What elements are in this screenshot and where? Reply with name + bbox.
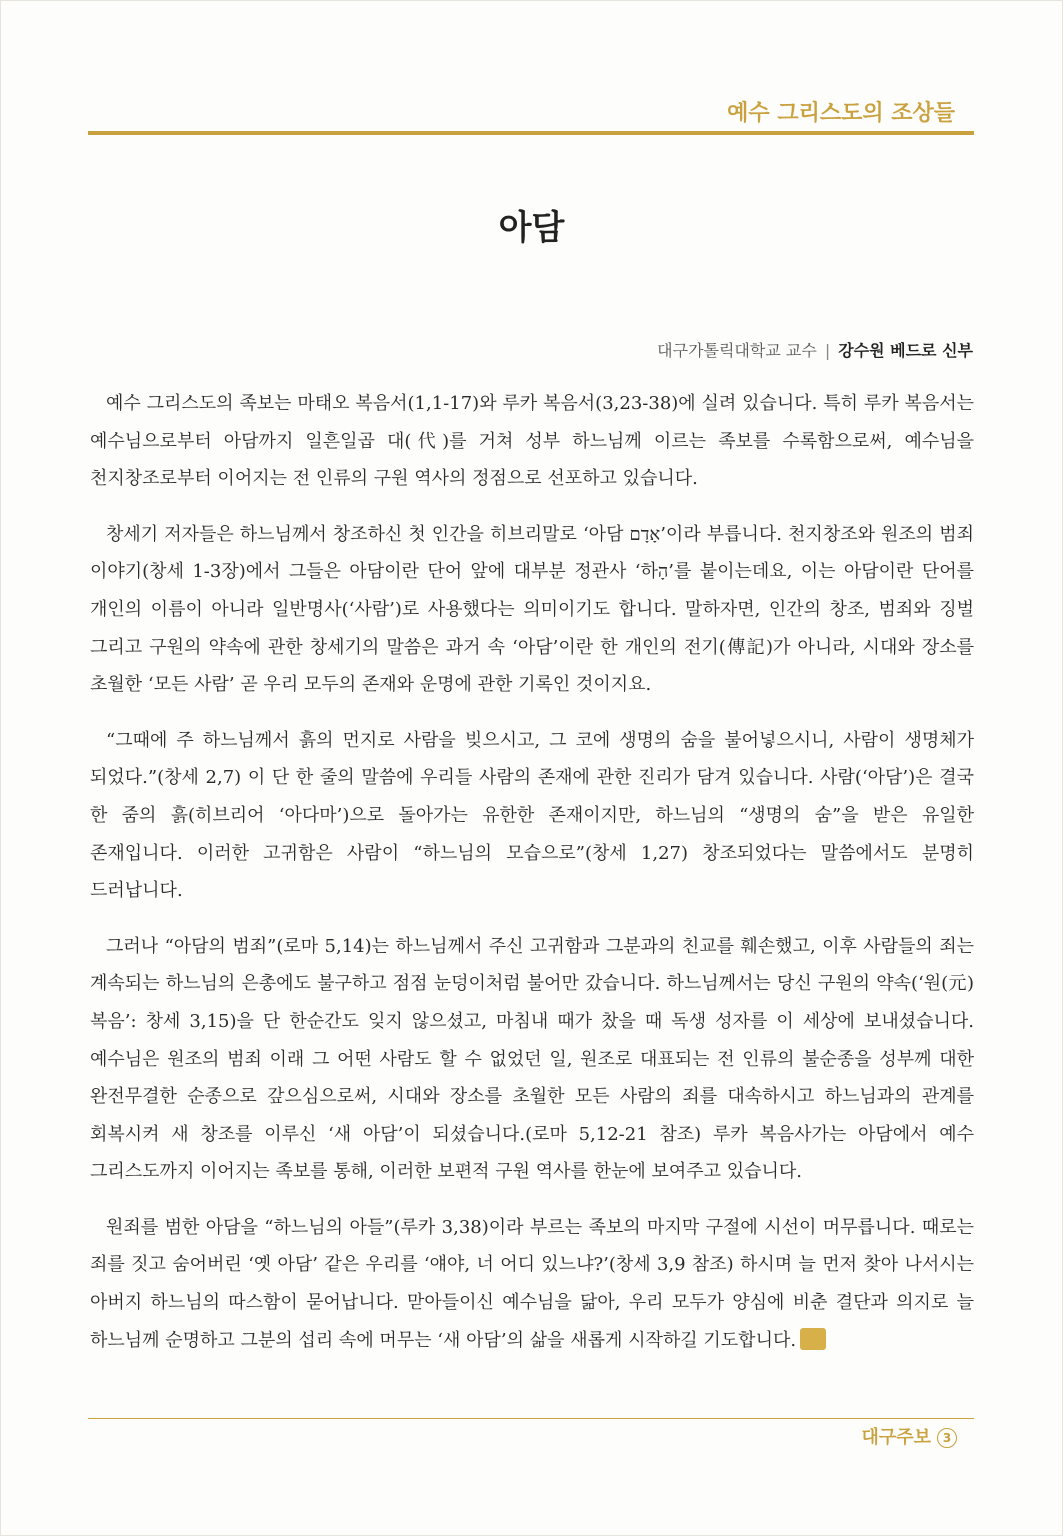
- byline-affiliation: 대구가톨릭대학교 교수: [657, 341, 817, 360]
- paragraph-2: 창세기 저자들은 하느님께서 창조하신 첫 인간을 히브리말로 ‘아담 אָדָם’이라 부릅니다. 천지창조와 원조의 범죄 이야기(창세 1-3장)에서 그들은 아담이란 단어 앞에 대부분 정관사 ‘하הָ’를 붙이는데요, 이는 아담이란 단어를 개인의 이름이 아니라 일반명사(‘사람’)로 사용했다는 의미이기도 합니다. 말하자면, 인간의 창조, 범죄와 징벌 그리고 구원의 약속에 관한 창세기의 말씀은 과거 속 ‘아담’이란 한 개인의 전기(傳記)가 아니라, 시대와 장소를 초월한 ‘모든 사람’ 곧 우리 모두의 존재와 운명에 관한 기록인 것이지요.: [90, 523, 974, 696]
- section-title: 예수 그리스도의 조상들: [727, 101, 955, 126]
- paragraph-1: 예수 그리스도의 족보는 마태오 복음서(1,1-17)와 루카 복음서(3,23-38)에 실려 있습니다. 특히 루카 복음서는 예수님으로부터 아담까지 일흔일곱 대(代)를 거쳐 성부 하느님께 이르는 족보를 수록함으로써, 예수님을 천지창조로부터 이어지는 전 인류의 구원 역사의 정점으로 선포하고 있습니다.: [90, 393, 974, 490]
- article-title: 아담: [498, 208, 565, 248]
- byline: [657, 338, 973, 361]
- publication-name: 대구주보: [861, 1427, 931, 1448]
- article-body: [90, 385, 974, 1377]
- paragraph-5-text: 원죄를 범한 아담을 “하느님의 아들”(루카 3,38)이라 부르는 족보의 마지막 구절에 시선이 머무릅니다. 때로는 죄를 짓고 숨어버린 ‘옛 아담’ 같은 우리를 ‘얘야, 너 어디 있느냐?’(창세 3,9 참조) 하시며 늘 먼저 찾아 나서시는 아버지 하느님의 따스함이 묻어납니다. 맏아들이신 예수님을 닮아, 우리 모두가 양심에 비춘 결단과 의지로 늘 하느님께 순명하고 그분의 섭리 속에 머무는 ‘새 아담’의 삶을 새롭게 시작하길 기도합니다.: [90, 1216, 974, 1351]
- header-rule: [88, 131, 974, 135]
- byline-author: 강수원 베드로 신부: [838, 341, 973, 360]
- end-of-article-icon: [800, 1328, 826, 1350]
- paragraph-5: [90, 1209, 974, 1359]
- byline-separator: |: [824, 341, 831, 360]
- footer: [861, 1423, 957, 1449]
- paragraph-3: “그때에 주 하느님께서 흙의 먼지로 사람을 빚으시고, 그 코에 생명의 숨을 불어넣으시니, 사람이 생명체가 되었다.”(창세 2,7) 이 단 한 줄의 말씀에 우리들 사람의 존재에 관한 진리가 담겨 있습니다. 사람(‘아담’)은 결국 한 줌의 흙(히브리어 ‘아다마’)으로 돌아가는 유한한 존재이지만, 하느님의 “생명의 숨”을 받은 유일한 존재입니다. 이러한 고귀함은 사람이 “하느님의 모습으로”(창세 1,27) 창조되었다는 말씀에서도 분명히 드러납니다.: [90, 729, 974, 902]
- paragraph-4: 그러나 “아담의 범죄”(로마 5,14)는 하느님께서 주신 고귀함과 그분과의 친교를 훼손했고, 이후 사람들의 죄는 계속되는 하느님의 은총에도 불구하고 점점 눈덩이처럼 불어만 갔습니다. 하느님께서는 당신 구원의 약속(‘원(元)복음’: 창세 3,15)을 단 한순간도 잊지 않으셨고, 마침내 때가 찼을 때 독생 성자를 이 세상에 보내셨습니다. 예수님은 원조의 범죄 이래 그 어떤 사람도 할 수 없었던 일, 원조로 대표되는 전 인류의 불순종을 성부께 대한 완전무결한 순종으로 갚으심으로써, 시대와 장소를 초월한 모든 사람의 죄를 대속하시고 하느님과의 관계를 회복시켜 새 창조를 이루신 ‘새 아담’이 되셨습니다.(로마 5,12-21 참조) 루카 복음사가는 아담에서 예수 그리스도까지 이어지는 족보를 통해, 이러한 보편적 구원 역사를 한눈에 보여주고 있습니다.: [90, 935, 974, 1183]
- page-number: 3: [937, 1428, 957, 1448]
- footer-rule: [88, 1418, 974, 1419]
